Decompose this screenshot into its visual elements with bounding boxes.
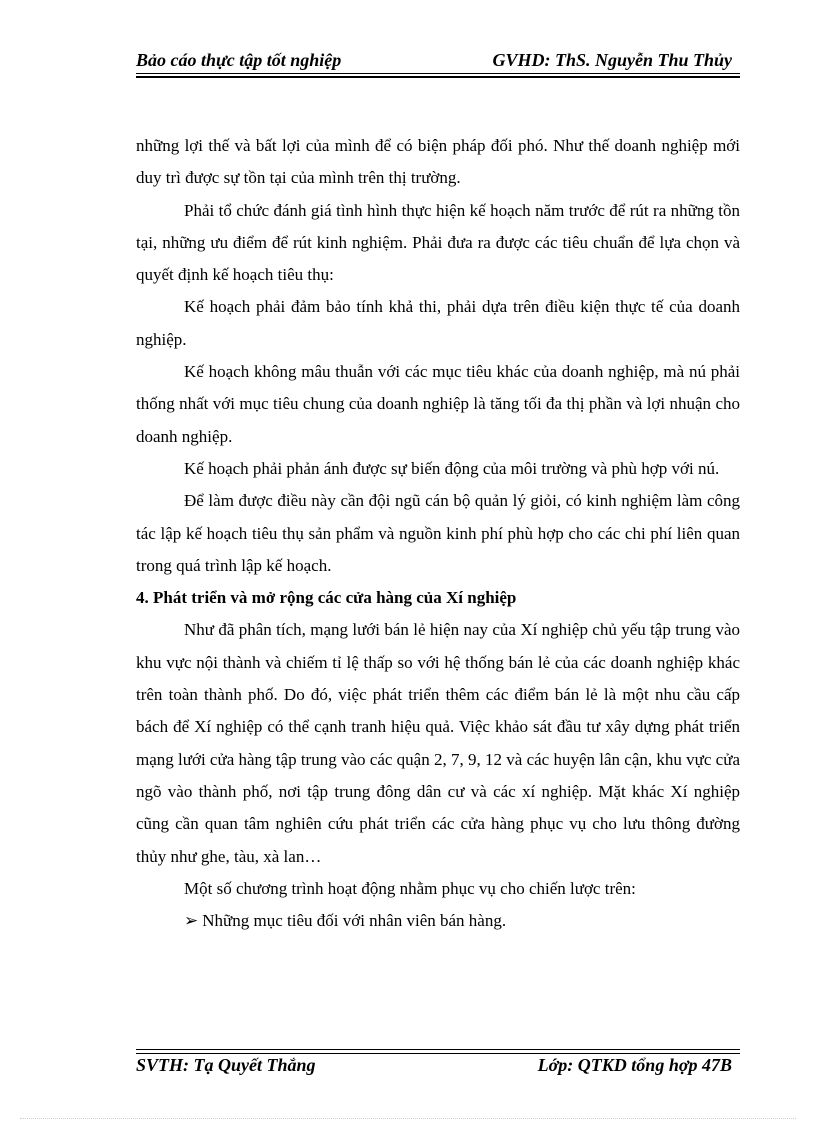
page-edge-divider <box>20 1118 796 1119</box>
footer-class: Lớp: QTKD tổng hợp 47B <box>537 1055 732 1075</box>
header-supervisor: GVHD: ThS. Nguyễn Thu Thủy <box>492 50 732 70</box>
paragraph: Để làm được điều này cần đội ngũ cán bộ quản lý giỏi, có kinh nghiệm làm công tác lập kế hoạch tiêu thụ sản phẩm và nguồn kinh phí phù hợp cho các chi phí liên quan trong quá trình lập kế hoạch. <box>136 491 740 575</box>
footer-student: SVTH: Tạ Quyết Thắng <box>136 1055 316 1075</box>
paragraph: Kế hoạch không mâu thuẫn với các mục tiêu khác của doanh nghiệp, mà nú phải thống nhất với mục tiêu chung của doanh nghiệp là tăng tối đa thị phần và lợi nhuận cho doanh nghiệp. <box>136 362 740 446</box>
header-report-title: Bảo cáo thực tập tốt nghiệp <box>136 50 342 70</box>
paragraph: những lợi thế và bất lợi của mình để có biện pháp đối phó. Như thế doanh nghiệp mới duy trì được sự tồn tại của mình trên thị trường. <box>136 136 740 188</box>
paragraph: Phải tổ chức đánh giá tình hình thực hiện kế hoạch năm trước để rút ra những tồn tại, những ưu điểm để rút kinh nghiệm. Phải đưa ra được các tiêu chuẩn để lựa chọn và quyết định kế hoạch tiêu thụ: <box>136 200 740 285</box>
paragraph: Kế hoạch phải phản ánh được sự biến động của môi trường và phù hợp với nú. <box>184 458 720 478</box>
bullet-item <box>136 905 740 937</box>
arrow-bullet-icon: ➢ <box>184 911 199 931</box>
page-footer <box>136 1055 740 1077</box>
paragraph: Kế hoạch phải đảm bảo tính khả thi, phải dựa trên điều kiện thực tế của doanh nghiệp. <box>136 297 740 349</box>
header-rule-thick <box>136 76 740 78</box>
footer-rule-double <box>136 1053 740 1054</box>
page-header <box>136 50 740 72</box>
bullet-text: Những mục tiêu đối với nhân viên bán hàng. <box>202 911 507 931</box>
section-heading: 4. Phát triển và mở rộng các cửa hàng của Xí nghiệp <box>136 588 517 608</box>
footer-rule <box>136 1049 740 1050</box>
paragraph: Như đã phân tích, mạng lưới bán lẻ hiện nay của Xí nghiệp chủ yếu tập trung vào khu vực nội thành và chiếm tỉ lệ thấp so với hệ thống bán lẻ của các doanh nghiệp khác trên toàn thành phố. Do đó, việc phát triển thêm các điểm bán lẻ là một nhu cầu cấp bách để Xí nghiệp có thể cạnh tranh hiệu quả. Việc khảo sát đầu tư xây dựng phát triển mạng lưới cửa hàng tập trung vào các quận 2, 7, 9, 12 và các huyện lân cận, khu vực cửa ngõ vào thành phố, nơi tập trung đông dân cư và các xí nghiệp. Mặt khác Xí nghiệp cũng cần quan tâm nghiên cứu phát triển các cửa hàng phục vụ cho lưu thông đường thủy như ghe, tàu, xà lan… <box>136 620 740 866</box>
paragraph: Một số chương trình hoạt động nhằm phục vụ cho chiến lược trên: <box>184 878 636 898</box>
document-body <box>136 130 740 937</box>
header-rule <box>136 73 740 74</box>
